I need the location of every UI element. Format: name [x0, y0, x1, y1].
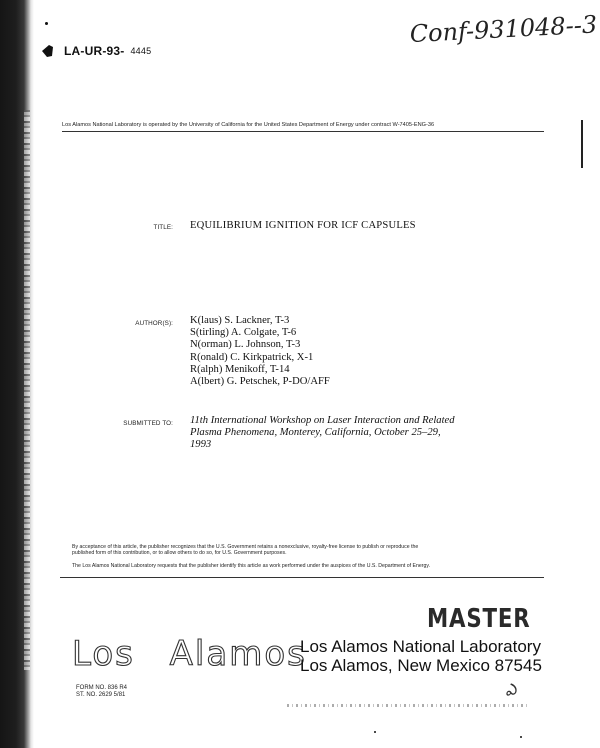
venue-line: Plasma Phenomena, Monterey, California, October 25–29, [190, 427, 441, 439]
submitted-to-label: SUBMITTED TO: [123, 420, 173, 427]
scan-speck [45, 22, 48, 25]
authors-label: AUTHOR(S): [135, 320, 173, 327]
author-name: A(lbert) G. Petschek, P-DO/AFF [190, 376, 330, 388]
form-number-line: ST. NO. 2629 5/81 [76, 691, 126, 698]
corner-registration-mark [40, 44, 54, 58]
venue-line: 11th International Workshop on Laser Interaction and Related [190, 415, 455, 426]
acceptance-line: published form of this contribution, or to allow others to do so, for U.S. Government purposes. [72, 550, 287, 557]
author-name: K(laus) S. Lackner, T-3 [190, 315, 290, 326]
footer-divider [60, 577, 544, 578]
title-label: TITLE: [153, 224, 173, 231]
acceptance-notice [72, 544, 542, 557]
form-number [76, 685, 127, 698]
report-sequence: 4445 [130, 46, 152, 56]
author-name: S(tirling) A. Colgate, T-6 [190, 327, 297, 339]
author-name: R(alph) Menikoff, T-14 [190, 363, 290, 375]
author-name: R(onald) C. Kirkpatrick, X-1 [190, 351, 314, 363]
scan-speck [374, 731, 376, 733]
handwritten-initials: ఎ [503, 679, 518, 700]
report-number-prefix: LA-UR-93- [64, 44, 125, 58]
venue-line: 1993 [190, 439, 212, 451]
report-number [64, 44, 151, 58]
master-stamp: MASTER [427, 604, 531, 634]
scan-speck [520, 736, 522, 738]
author-name: N(orman) L. Johnson, T-3 [190, 339, 301, 351]
submitted-to-venue [190, 415, 490, 452]
handwritten-conference-number: Conf-931048--3 [409, 10, 598, 49]
laboratory-location: Los Alamos, New Mexico 87545 [300, 656, 542, 675]
form-number-line: FORM NO. 836 R4 [76, 685, 128, 691]
los-alamos-logo: Los Alamos [72, 634, 307, 674]
author-list [190, 315, 330, 388]
document-title: EQUILIBRIUM IGNITION FOR ICF CAPSULES [190, 220, 416, 231]
scan-left-edge [0, 0, 34, 748]
scan-noise [287, 704, 527, 707]
operated-by-statement: Los Alamos National Laboratory is operated by the University of California for the United States Department of Energy under contract W-7405-ENG-36 [62, 122, 435, 128]
laboratory-address [300, 637, 542, 675]
doe-request-notice: The Los Alamos National Laboratory requests that the publisher identify this article as work performed under the auspices of the U.S. Department of Energy. [72, 563, 431, 569]
acceptance-line: By acceptance of this article, the publisher recognizes that the U.S. Government retains a nonexclusive, royalty-free license to publish or reproduce the [72, 544, 419, 550]
laboratory-name: Los Alamos National Laboratory [300, 637, 541, 656]
header-divider [62, 131, 544, 132]
